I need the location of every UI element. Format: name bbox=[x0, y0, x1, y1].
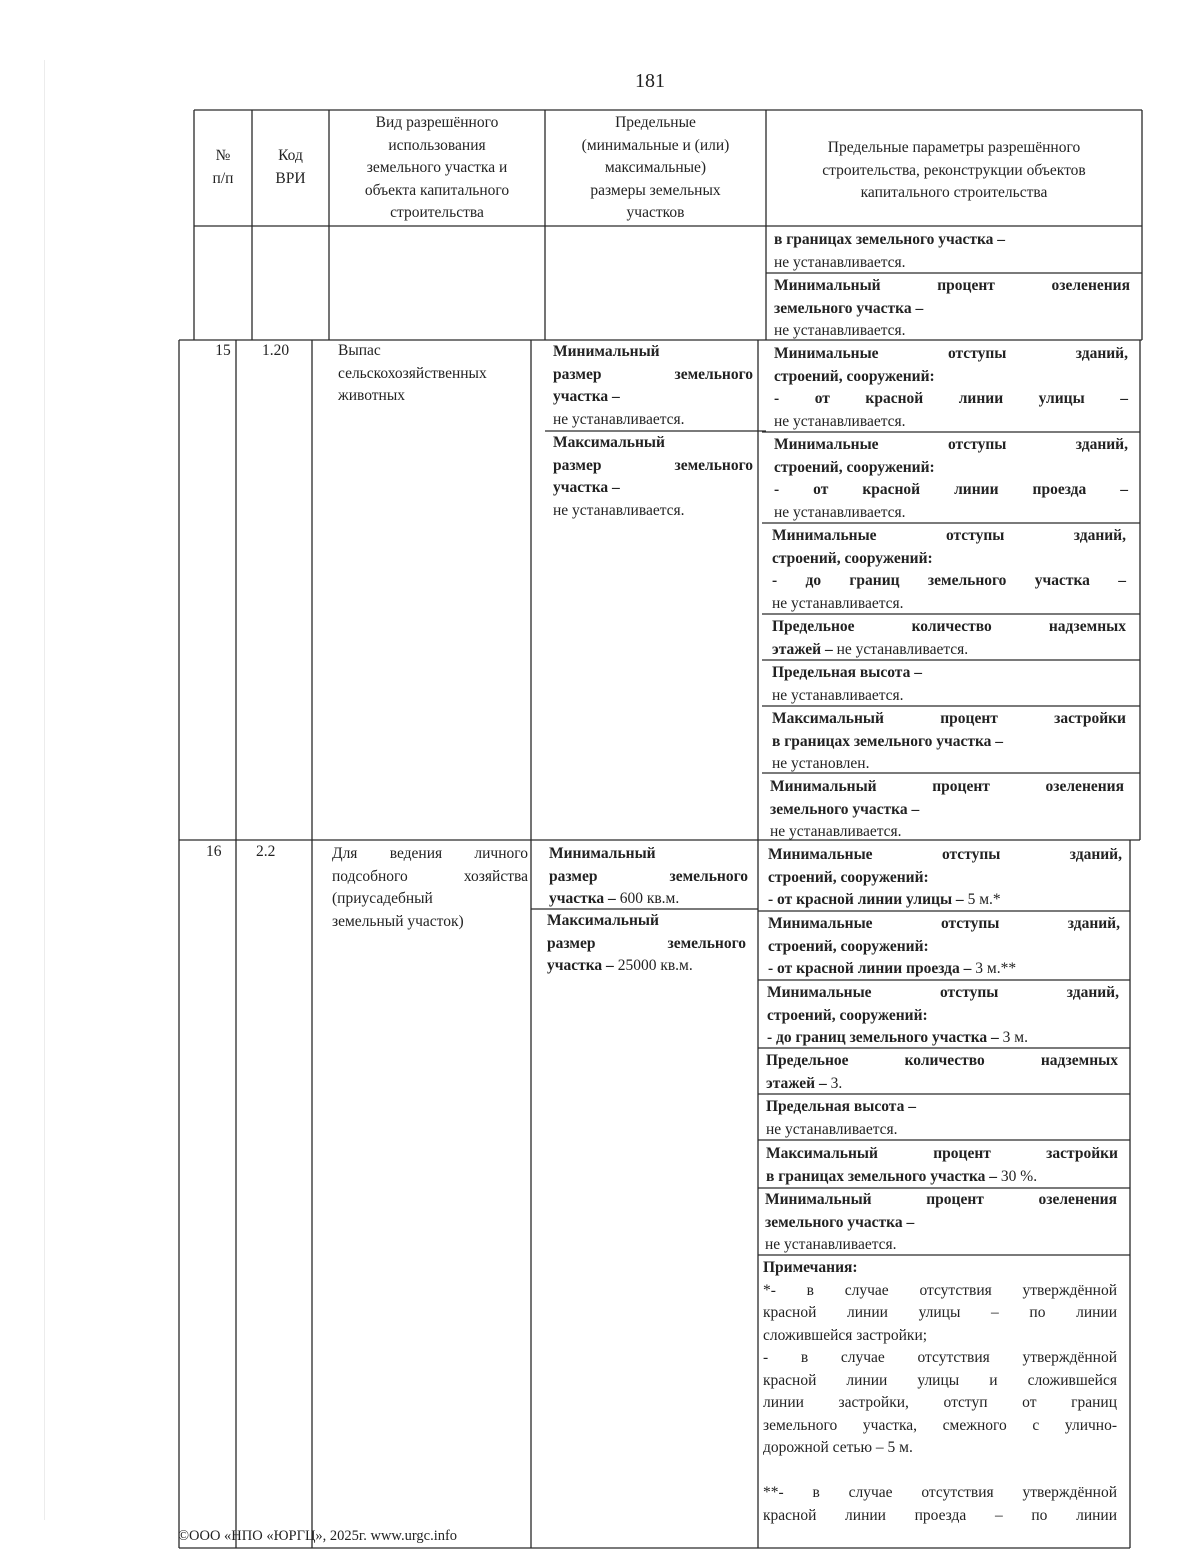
row16-param-6: Максимальный процент застройки в границах земельного участка – 30 %. bbox=[766, 1145, 1118, 1185]
row15-size-min: Минимальный размер земельного участка – не устанавливается. bbox=[553, 343, 753, 428]
row15-param-7: Минимальный процент озеленения земельного участка – не устанавливается. bbox=[770, 778, 1124, 840]
row15-param-1: Минимальные отступы зданий, строений, сооружений: - от красной линии улицы – не устанавливается. bbox=[774, 345, 1128, 430]
notes-title: Примечания: bbox=[763, 1259, 858, 1276]
header-num: № п/п bbox=[212, 147, 234, 187]
row15-param-3: Минимальные отступы зданий, строений, сооружений: - до границ земельного участка – не устанавливается. bbox=[772, 527, 1126, 612]
row16-vri: Для ведения личного подсобного хозяйства (приусадебный земельный участок) bbox=[332, 845, 528, 930]
row16-size-min: Минимальный размер земельного участка – 600 кв.м. bbox=[549, 845, 748, 907]
header-params: Предельные параметры разрешённого строительства, реконструкции объектов капитального строительства bbox=[822, 139, 1086, 201]
row15-param-2: Минимальные отступы зданий, строений, сооружений: - от красной линии проезда – не устанавливается. bbox=[774, 436, 1128, 521]
row16-param-5: Предельная высота – не устанавливается. bbox=[766, 1098, 916, 1138]
row16-code: 2.2 bbox=[256, 843, 276, 860]
row16-notes: Примечания: *- в случае отсутствия утверждённой красной линии улицы – по линии сложившейся застройки; - в случае отсутствия утверждённой красной линии улицы и сложившейся линии застройки, отступ от границ земельного участка, смежного с улично- дорожной сетью – 5 м. **- в случае отсутствия утверждённой красной линии проезда – по линии bbox=[763, 1259, 1117, 1524]
scan-margin-line bbox=[44, 60, 45, 1520]
row16-num: 16 bbox=[206, 843, 222, 860]
row16-param-4: Предельное количество надземных этажей – 3. bbox=[766, 1052, 1118, 1092]
row15-size-max: Максимальный размер земельного участка – не устанавливается. bbox=[553, 434, 753, 519]
row16-param-3: Минимальные отступы зданий, строений, сооружений: - до границ земельного участка – 3 м. bbox=[767, 984, 1119, 1046]
row16-size-max: Максимальный размер земельного участка – 25000 кв.м. bbox=[547, 912, 746, 974]
row15-param-5: Предельная высота – не устанавливается. bbox=[772, 664, 922, 704]
footer-copyright: ©ООО «НПО «ЮРГЦ», 2025г. www.urgc.info bbox=[178, 1528, 458, 1544]
cont-param-1: в границах земельного участка – не устанавливается. bbox=[774, 231, 1006, 271]
header-sizes: Предельные (минимальные и (или) максимальные) размеры земельных участков bbox=[581, 114, 730, 221]
row16-param-7: Минимальный процент озеленения земельного участка – не устанавливается. bbox=[765, 1191, 1117, 1253]
row15-param-4: Предельное количество надземных этажей – не устанавливается. bbox=[772, 618, 1126, 658]
row15-param-6: Максимальный процент застройки в границах земельного участка – не установлен. bbox=[772, 710, 1126, 772]
row15-code: 1.20 bbox=[262, 342, 290, 359]
row16-param-1: Минимальные отступы зданий, строений, сооружений: - от красной линии улицы – 5 м.* bbox=[768, 846, 1122, 908]
header-code: Код ВРИ bbox=[275, 147, 306, 187]
cont-param-2: Минимальный процент озеленения земельного участка – не устанавливается. bbox=[774, 277, 1130, 339]
row16-param-2: Минимальные отступы зданий, строений, сооружений: - от красной линии проезда – 3 м.** bbox=[768, 915, 1120, 977]
row15-num: 15 bbox=[215, 342, 231, 359]
page-number: 181 bbox=[635, 70, 665, 92]
row15-vri: Выпас сельскохозяйственных животных bbox=[338, 342, 487, 404]
header-vri: Вид разрешённого использования земельного участка и объекта капитального строительства bbox=[364, 114, 510, 221]
